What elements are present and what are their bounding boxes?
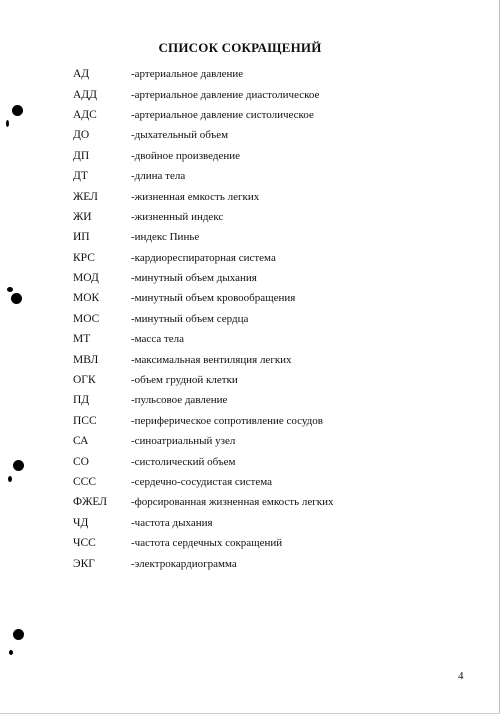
list-item <box>73 146 413 166</box>
abbreviation-definition: -масса тела <box>131 333 185 346</box>
punch-hole-mark <box>13 460 24 471</box>
punch-hole-mark <box>7 287 13 292</box>
list-item <box>73 370 413 390</box>
abbreviation-definition: -кардиореспираторная система <box>131 251 276 264</box>
list-item <box>73 329 413 349</box>
abbreviation-list <box>73 64 413 574</box>
list-item <box>73 349 413 369</box>
punch-hole-mark <box>8 476 12 482</box>
page-title: СПИСОК СОКРАЩЕНИЙ <box>158 40 322 55</box>
abbreviation-definition: -жизненный индекс <box>131 210 224 223</box>
abbreviation-term: МВЛ <box>73 353 99 366</box>
abbreviation-definition: -минутный объем дыхания <box>131 272 257 285</box>
abbreviation-term: ЖЕЛ <box>73 190 98 203</box>
abbreviation-term: АД <box>73 68 90 81</box>
abbreviation-definition: -синоатриальный узел <box>131 435 236 448</box>
list-item <box>73 309 413 329</box>
list-item <box>73 411 413 431</box>
list-item <box>73 553 413 573</box>
list-item <box>73 451 413 471</box>
abbreviation-definition: -длина тела <box>131 170 186 183</box>
abbreviation-definition: -минутный объем сердца <box>131 312 249 325</box>
abbreviation-term: МОК <box>73 292 100 305</box>
abbreviation-definition: -индекс Пинье <box>131 231 200 244</box>
abbreviation-definition: -электрокардиограмма <box>131 557 237 570</box>
abbreviation-definition: -сердечно-сосудистая система <box>131 476 273 488</box>
list-item <box>73 288 413 308</box>
abbreviation-definition: -периферическое сопротивление сосудов <box>131 414 323 427</box>
abbreviation-definition: -частота сердечных сокращений <box>131 537 283 550</box>
abbreviation-definition: -артериальное давление систолическое <box>131 108 314 121</box>
abbreviation-term: МОД <box>73 272 99 285</box>
list-item <box>73 125 413 145</box>
list-item <box>73 248 413 268</box>
abbreviation-term: ПД <box>73 394 90 407</box>
punch-hole-mark <box>12 105 23 116</box>
list-item <box>73 64 413 84</box>
abbreviation-term: ЭКГ <box>73 557 95 570</box>
abbreviation-term: АДД <box>73 88 97 101</box>
list-item <box>73 533 413 553</box>
abbreviation-definition: -форсированная жизненная емкость легких <box>131 496 334 509</box>
abbreviation-term: ЖИ <box>73 210 92 223</box>
list-item <box>73 166 413 186</box>
abbreviation-definition: -максимальная вентиляция легких <box>131 353 292 366</box>
abbreviation-term: МОС <box>73 312 100 325</box>
abbreviation-term: СА <box>73 435 89 448</box>
list-item <box>73 431 413 451</box>
punch-hole-mark <box>11 293 22 304</box>
abbreviation-term: ОГК <box>73 374 96 387</box>
abbreviation-definition: -объем грудной клетки <box>131 374 238 387</box>
list-item <box>73 513 413 533</box>
abbreviation-definition: -пульсовое давление <box>131 394 228 407</box>
list-item <box>73 390 413 410</box>
abbreviation-term: МТ <box>73 333 91 346</box>
abbreviation-term: ДП <box>73 149 90 162</box>
abbreviation-term: ДТ <box>73 170 88 183</box>
abbreviation-term: ДО <box>73 129 90 142</box>
abbreviation-definition: -артериальное давление <box>131 68 244 81</box>
punch-hole-mark <box>6 120 9 127</box>
abbreviation-term: АДС <box>73 108 97 121</box>
list-item <box>73 105 413 125</box>
page-number: 4 <box>458 670 464 682</box>
abbreviation-definition: -дыхательный объем <box>131 129 229 142</box>
abbreviation-definition: -систолический объем <box>131 455 236 468</box>
list-item <box>73 84 413 104</box>
punch-hole-mark <box>9 650 13 655</box>
abbreviation-term: СО <box>73 455 89 468</box>
list-item <box>73 207 413 227</box>
list-item <box>73 472 413 492</box>
list-item <box>73 492 413 512</box>
abbreviation-term: ФЖЕЛ <box>73 496 108 509</box>
list-item <box>73 268 413 288</box>
abbreviation-term: ЧСС <box>73 537 96 550</box>
abbreviation-term: КРС <box>73 251 95 264</box>
abbreviation-definition: -жизненная емкость легких <box>131 190 260 203</box>
abbreviation-term: ЧД <box>73 516 89 529</box>
abbreviation-term: ПСС <box>73 414 97 427</box>
list-item <box>73 227 413 247</box>
abbreviation-term: ИП <box>73 231 90 244</box>
punch-hole-mark <box>13 629 24 640</box>
abbreviation-term: ССС <box>73 476 97 488</box>
abbreviation-definition: -частота дыхания <box>131 516 213 529</box>
abbreviation-definition: -двойное произведение <box>131 149 241 162</box>
list-item <box>73 186 413 206</box>
abbreviation-definition: -артериальное давление диастолическое <box>131 88 320 101</box>
abbreviation-definition: -минутный объем кровообращения <box>131 292 296 305</box>
